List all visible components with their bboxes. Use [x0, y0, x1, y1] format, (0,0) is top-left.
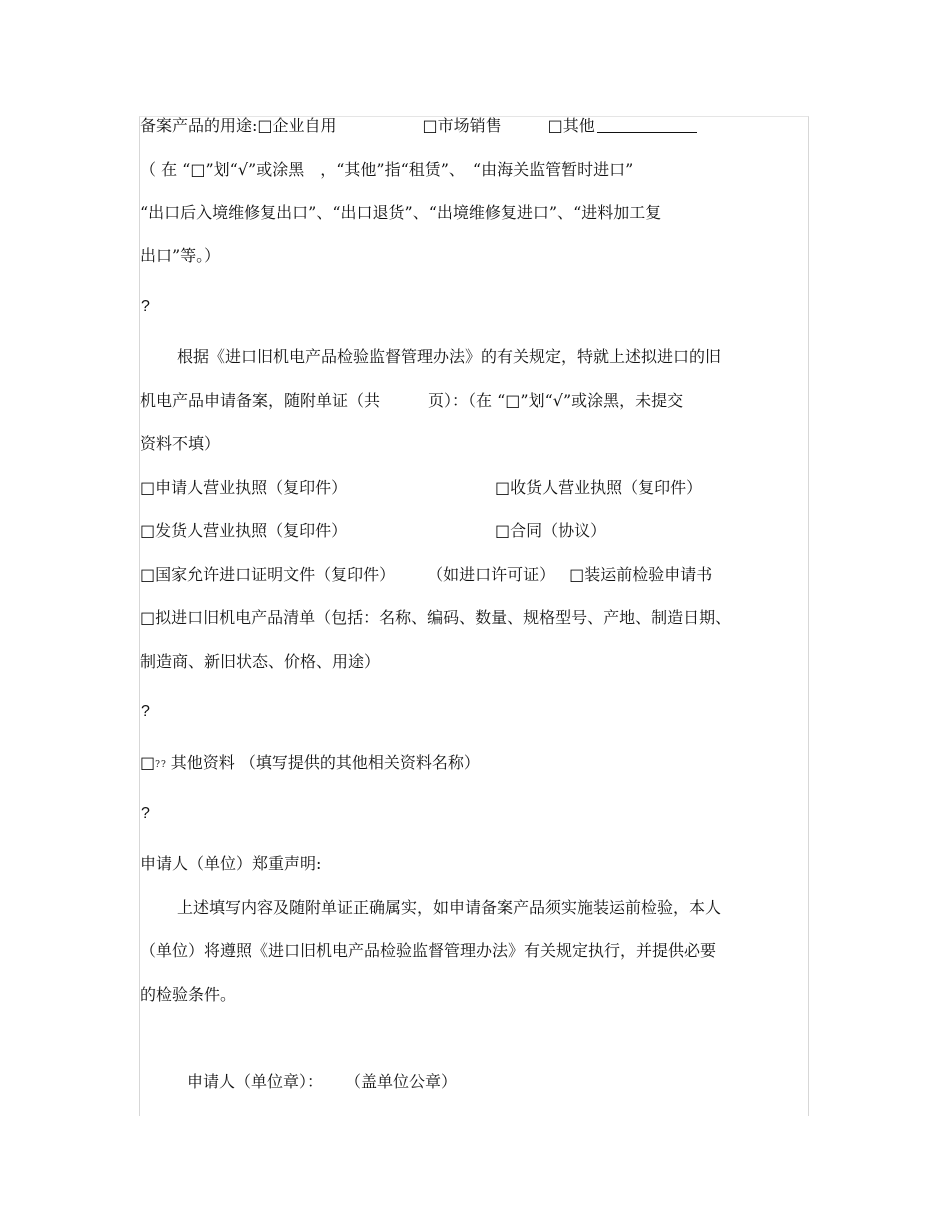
question-mark-1: ? [141, 298, 150, 315]
note-line-1: （ 在 “□”划“√”或涂黑 ，“其他”指“租赁”、 “由海关监管暂时进口” [140, 160, 634, 179]
doc-other-row [140, 753, 480, 775]
doc-import-permit-note: （如进口许可证） [427, 565, 556, 584]
doc-consignee-license[interactable]: □收货人营业执照（复印件） [495, 478, 703, 497]
declaration-line-3: 的检验条件。 [140, 985, 237, 1004]
doc-product-list-line-1[interactable]: □拟进口旧机电产品清单（包括：名称、编码、数量、规格型号、产地、制造日期、 [140, 608, 732, 627]
question-mark-2: ? [141, 703, 150, 720]
note-line-3: 出口”等。） [140, 246, 221, 265]
purpose-option-self-use[interactable]: □企业自用 [257, 116, 337, 135]
apply-line-3: 资料不填） [140, 434, 221, 453]
purpose-option-market-sale[interactable]: □市场销售 [422, 116, 502, 135]
question-mark-3: ? [141, 805, 150, 822]
doc-import-permit-row [140, 565, 712, 585]
doc-other-text: 其他资料 （填写提供的其他相关资料名称） [170, 753, 480, 772]
doc-other-checkbox[interactable]: □ [140, 753, 156, 772]
purpose-label: 备案产品的用途: [140, 116, 258, 135]
doc-shipper-license[interactable]: □发货人营业执照（复印件） [140, 521, 348, 540]
apply-line-2: 机电产品申请备案，随附单证（共 页）：（在 “□”划“√”或涂黑，未提交 [140, 391, 684, 410]
declaration-line-2: （单位）将遵照《进口旧机电产品检验监督管理办法》有关规定执行，并提供必要 [140, 941, 717, 960]
note-line-2: “出口后入境维修复出口”、“出口退货”、“出境维修复进口”、“进料加工复 [140, 203, 662, 222]
doc-preshipment-application[interactable]: □装运前检验申请书 [569, 565, 713, 584]
doc-other-marker: ?? [155, 760, 167, 770]
doc-applicant-license[interactable]: □申请人营业执照（复印件） [140, 478, 348, 497]
doc-product-list-line-2: 制造商、新旧状态、价格、用途） [140, 652, 381, 671]
signature-row [187, 1072, 457, 1092]
declaration-line-1: 上述填写内容及随附单证正确属实，如申请备案产品须实施装运前检验，本人 [177, 898, 722, 917]
purpose-option-other[interactable]: □其他 [547, 116, 595, 135]
purpose-other-blank[interactable] [597, 116, 697, 133]
apply-line-1: 根据《进口旧机电产品检验监督管理办法》的有关规定，特就上述拟进口的旧 [177, 347, 722, 366]
declaration-heading: 申请人（单位）郑重声明: [140, 854, 322, 873]
seal-note: （盖单位公章） [345, 1072, 458, 1091]
signature-label: 申请人（单位章）： [187, 1072, 324, 1091]
doc-import-permit[interactable]: □国家允许进口证明文件（复印件） [140, 565, 396, 584]
purpose-row [140, 116, 697, 136]
doc-contract[interactable]: □合同（协议） [495, 521, 607, 540]
